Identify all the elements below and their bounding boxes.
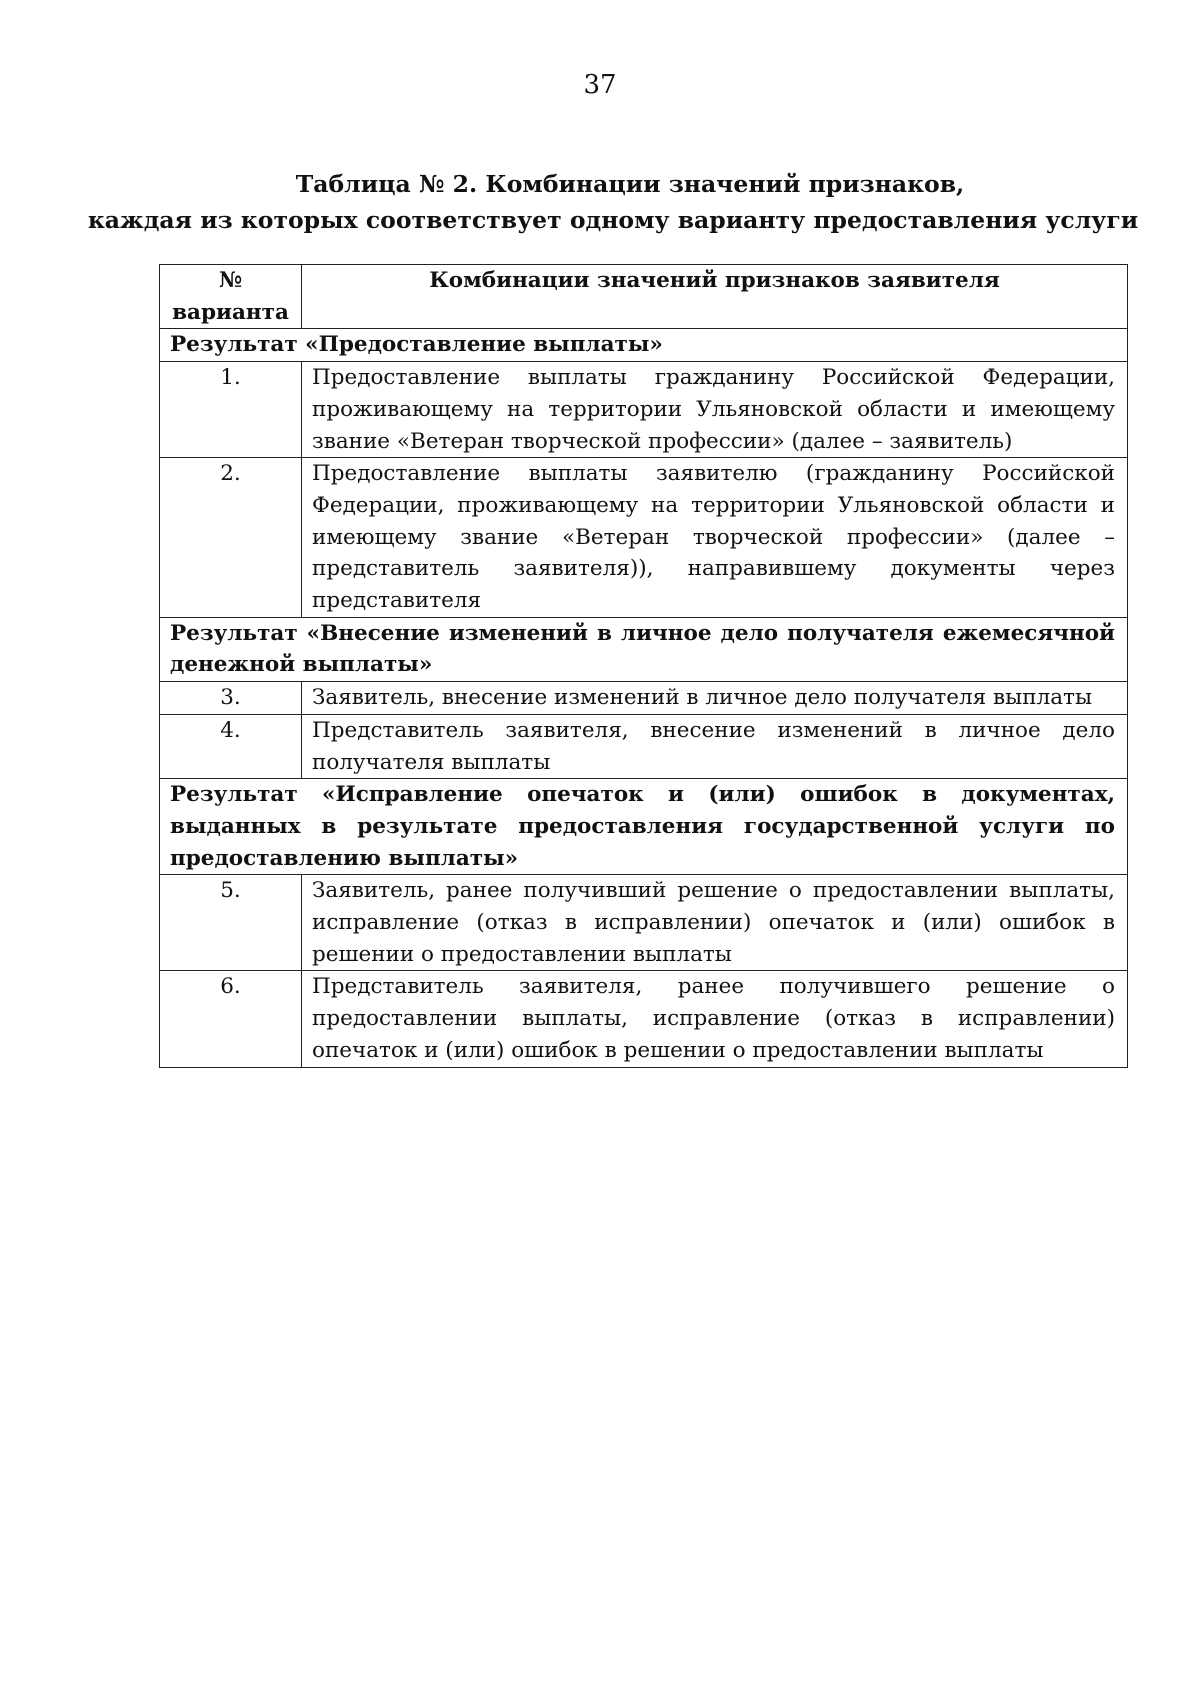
page-number: 37: [583, 70, 617, 100]
variant-number: 4.: [160, 714, 302, 778]
section-result-row: [160, 779, 1128, 875]
section-result-title: Результат «Внесение изменений в личное дело получателя ежемесячной денежной выплаты»: [160, 617, 1128, 681]
variant-number: 6.: [160, 971, 302, 1067]
table-row: [160, 875, 1128, 971]
table-row: [160, 682, 1128, 715]
table-row: [160, 362, 1128, 458]
variant-number: 2.: [160, 458, 302, 618]
table-row: [160, 458, 1128, 618]
variant-description: Представитель заявителя, ранее получившего решение о предоставлении выплаты, исправление (отказ в исправлении) опечаток и (или) ошибок в решении о предоставлении выплаты: [302, 971, 1128, 1067]
variant-description: Представитель заявителя, внесение изменений в личное дело получателя выплаты: [302, 714, 1128, 778]
variant-description: Предоставление выплаты гражданину Российской Федерации, проживающему на территории Ульяновской области и имеющему звание «Ветеран творческой профессии» (далее – заявитель): [302, 362, 1128, 458]
table-header-row: [160, 265, 1128, 329]
variant-description: Заявитель, ранее получивший решение о предоставлении выплаты, исправление (отказ в исправлении) опечаток и (или) ошибок в решении о предоставлении выплаты: [302, 875, 1128, 971]
header-variant-label: варианта: [172, 299, 289, 325]
variant-number: 1.: [160, 362, 302, 458]
table-row: [160, 971, 1128, 1067]
section-result-title: Результат «Предоставление выплаты»: [160, 329, 1128, 362]
section-result-title: Результат «Исправление опечаток и (или) ошибок в документах, выданных в результате предоставления государственной услуги по предоставлению выплаты»: [160, 779, 1128, 875]
variant-description: Предоставление выплаты заявителю (гражданину Российской Федерации, проживающему на территории Ульяновской области и имеющему звание «Ветеран творческой профессии» (далее – представитель заявителя)), направившему документы через представителя: [302, 458, 1128, 618]
variant-number: 5.: [160, 875, 302, 971]
variant-number: 3.: [160, 682, 302, 715]
table-title: [0, 166, 1200, 238]
section-result-row: [160, 329, 1128, 362]
variant-description: Заявитель, внесение изменений в личное дело получателя выплаты: [302, 682, 1128, 715]
header-variant-number: [160, 265, 302, 329]
table-title-line-2: каждая из которых соответствует одному варианту предоставления услуги: [87, 206, 1139, 234]
table-row: [160, 714, 1128, 778]
table-title-line-1: Таблица № 2. Комбинации значений признаков,: [295, 170, 965, 198]
header-combination: Комбинации значений признаков заявителя: [302, 265, 1128, 329]
variants-table: [159, 264, 1128, 1068]
header-number-sign: №: [218, 268, 243, 293]
section-result-row: [160, 617, 1128, 681]
